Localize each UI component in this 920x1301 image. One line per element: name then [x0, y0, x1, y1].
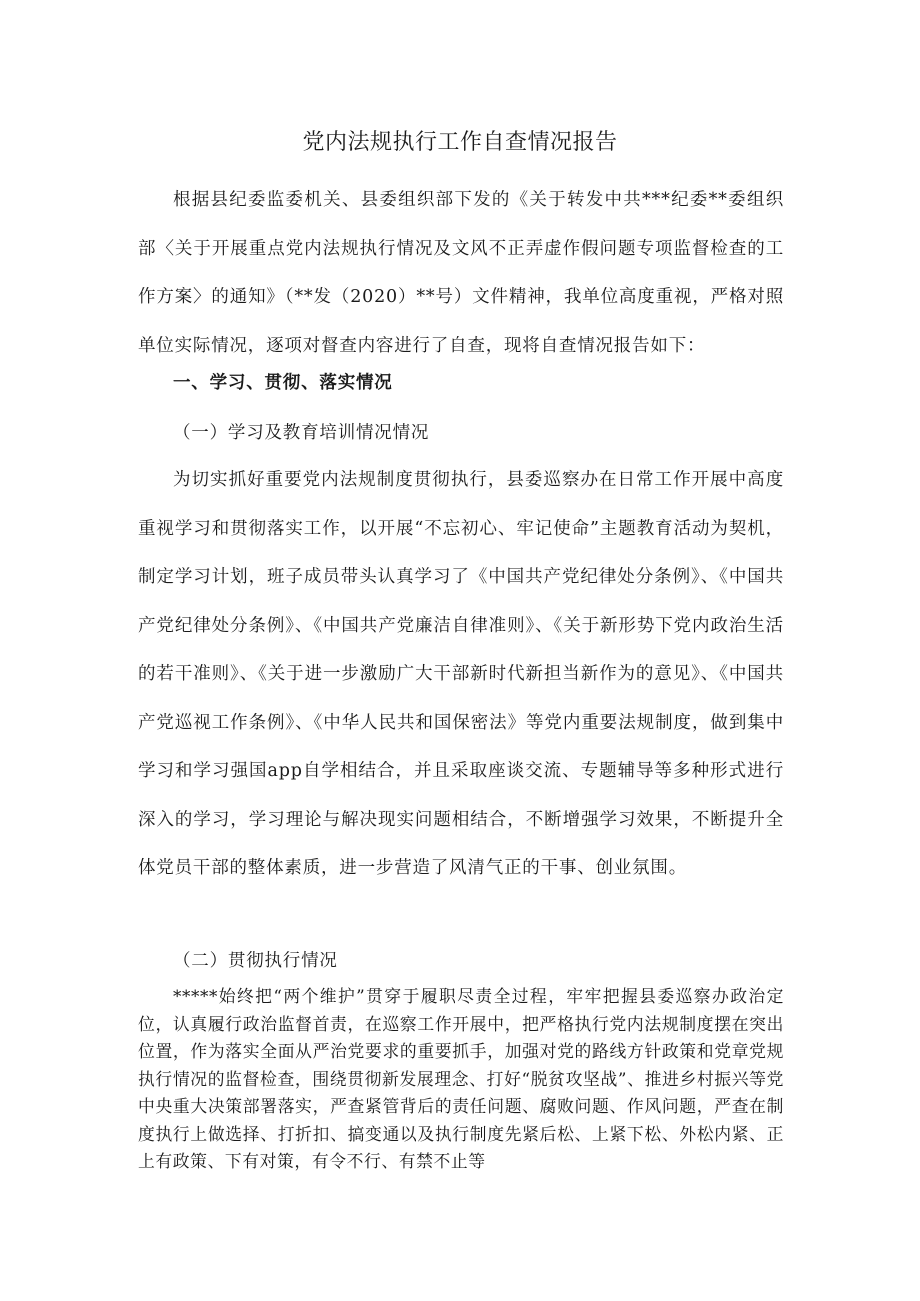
implementation-paragraph: *****始终把“两个维护”贯穿于履职尽责全过程，牢牢把握县委巡察办政治定位，认真履行政治监督首责，在巡察工作开展中，把严格执行党内法规制度摆在突出位置，作为落实全面从严治党要求的重要抓手，加强对党的路线方针政策和党章党规执行情况的监督检查，围绕贯彻新发展理念、打好“脱贫攻坚战”、推进乡村振兴等党中央重大决策部署落实，严查紧管背后的责任问题、腐败问题、作风问题，严查在制度执行上做选择、打折扣、搞变通以及执行制度先紧后松、上紧下松、外松内紧、正上有政策、下有对策，有令不行、有禁不止等 [138, 986, 784, 1171]
subsection-heading-study-training: （一）学习及教育培训情况情况 [173, 423, 430, 443]
document-title: 党内法规执行工作自查情况报告 [302, 130, 618, 155]
subsection-heading-implementation: （二）贯彻执行情况 [173, 951, 338, 971]
intro-paragraph: 根据县纪委监委机关、县委组织部下发的《关于转发中共***纪委**委组织部〈关于开展重点党内法规执行情况及文风不正弄虚作假问题专项监督检查的工作方案〉的通知》（**发（2020）**号）文件精神，我单位高度重视，严格对照单位实际情况，逐项对督查内容进行了自查，现将自查情况报告如下： [138, 190, 784, 356]
section-heading-study-implementation: 一、学习、贯彻、落实情况 [173, 373, 393, 393]
study-training-paragraph: 为切实抓好重要党内法规制度贯彻执行，县委巡察办在日常工作开展中高度重视学习和贯彻落实工作，以开展“不忘初心、牢记使命”主题教育活动为契机，制定学习计划，班子成员带头认真学习了《中国共产党纪律处分条例》、《中国共产党纪律处分条例》、《中国共产党廉洁自律准则》、《关于新形势下党内政治生活的若干准则》、《关于进一步激励广大干部新时代新担当新作为的意见》、《中国共产党巡视工作条例》、《中华人民共和国保密法》等党内重要法规制度，做到集中学习和学习强国app自学相结合，并且采取座谈交流、专题辅导等多种形式进行深入的学习，学习理论与解决现实问题相结合，不断增强学习效果，不断提升全体党员干部的整体素质，进一步营造了风清气正的干事、创业氛围。 [138, 470, 784, 878]
